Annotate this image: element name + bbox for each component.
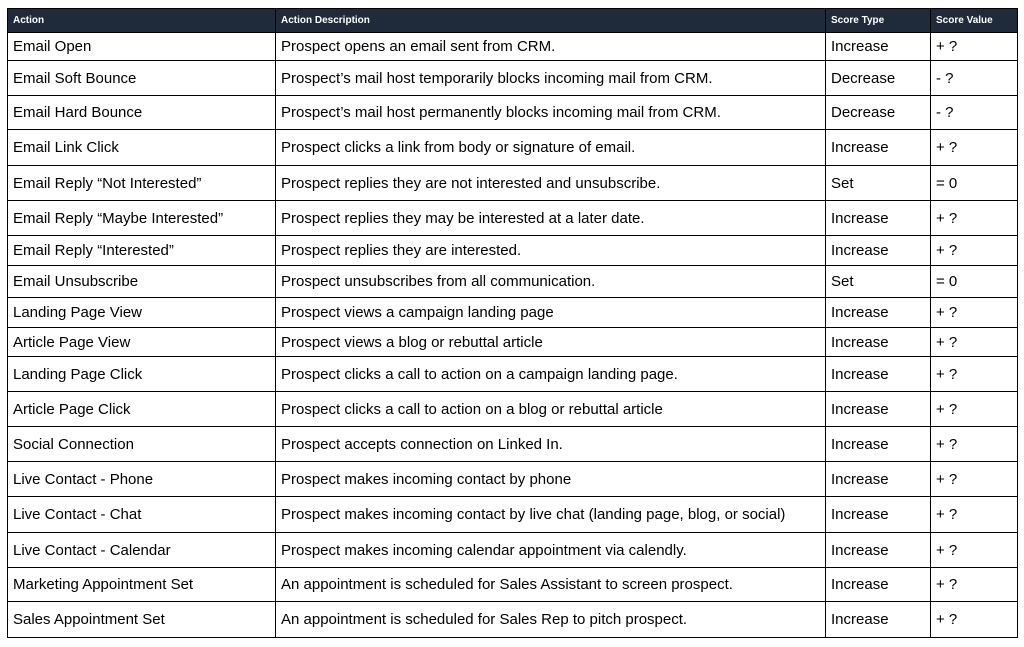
cell-score-type: Set <box>826 266 931 298</box>
table-header-row <box>8 9 1018 33</box>
cell-action: Email Unsubscribe <box>8 266 276 298</box>
cell-action: Article Page View <box>8 328 276 357</box>
cell-score-value: + ? <box>931 201 1018 236</box>
cell-action: Email Soft Bounce <box>8 61 276 96</box>
cell-description: Prospect clicks a link from body or signature of email. <box>276 130 826 166</box>
cell-score-value: + ? <box>931 328 1018 357</box>
cell-score-value: = 0 <box>931 266 1018 298</box>
cell-description: Prospect’s mail host temporarily blocks incoming mail from CRM. <box>276 61 826 96</box>
cell-description: An appointment is scheduled for Sales Assistant to screen prospect. <box>276 568 826 602</box>
cell-score-value: = 0 <box>931 166 1018 201</box>
cell-score-value: + ? <box>931 462 1018 497</box>
cell-score-type: Decrease <box>826 61 931 96</box>
cell-score-type: Increase <box>826 236 931 266</box>
cell-description: Prospect views a blog or rebuttal article <box>276 328 826 357</box>
table-row <box>8 357 1018 392</box>
cell-action: Landing Page View <box>8 298 276 328</box>
cell-score-type: Increase <box>826 462 931 497</box>
cell-description: Prospect opens an email sent from CRM. <box>276 33 826 61</box>
header-score-type: Score Type <box>826 9 931 33</box>
cell-score-type: Increase <box>826 357 931 392</box>
cell-description: An appointment is scheduled for Sales Rep to pitch prospect. <box>276 602 826 638</box>
table-row <box>8 328 1018 357</box>
cell-description: Prospect’s mail host permanently blocks incoming mail from CRM. <box>276 96 826 130</box>
cell-action: Social Connection <box>8 427 276 462</box>
table-row <box>8 130 1018 166</box>
cell-score-type: Decrease <box>826 96 931 130</box>
cell-action: Marketing Appointment Set <box>8 568 276 602</box>
header-action-description: Action Description <box>276 9 826 33</box>
table-row <box>8 201 1018 236</box>
cell-score-value: + ? <box>931 130 1018 166</box>
cell-action: Landing Page Click <box>8 357 276 392</box>
cell-score-value: + ? <box>931 497 1018 533</box>
cell-score-type: Increase <box>826 33 931 61</box>
cell-score-value: + ? <box>931 392 1018 427</box>
cell-score-value: + ? <box>931 568 1018 602</box>
cell-description: Prospect makes incoming calendar appointment via calendly. <box>276 533 826 568</box>
table-row <box>8 427 1018 462</box>
scoring-table-container <box>7 8 1018 638</box>
cell-score-type: Increase <box>826 201 931 236</box>
header-action: Action <box>8 9 276 33</box>
cell-score-type: Increase <box>826 130 931 166</box>
cell-score-type: Increase <box>826 298 931 328</box>
cell-action: Email Reply “Not Interested” <box>8 166 276 201</box>
table-row <box>8 61 1018 96</box>
cell-score-value: + ? <box>931 602 1018 638</box>
cell-description: Prospect clicks a call to action on a blog or rebuttal article <box>276 392 826 427</box>
table-row <box>8 298 1018 328</box>
cell-score-value: + ? <box>931 533 1018 568</box>
cell-score-value: - ? <box>931 61 1018 96</box>
cell-description: Prospect clicks a call to action on a campaign landing page. <box>276 357 826 392</box>
cell-description: Prospect replies they are not interested and unsubscribe. <box>276 166 826 201</box>
cell-description: Prospect accepts connection on Linked In. <box>276 427 826 462</box>
table-row <box>8 33 1018 61</box>
lead-scoring-table <box>7 8 1018 638</box>
cell-description: Prospect replies they may be interested at a later date. <box>276 201 826 236</box>
table-row <box>8 533 1018 568</box>
cell-action: Live Contact - Calendar <box>8 533 276 568</box>
cell-action: Sales Appointment Set <box>8 602 276 638</box>
cell-score-value: + ? <box>931 427 1018 462</box>
cell-score-type: Increase <box>826 602 931 638</box>
cell-description: Prospect replies they are interested. <box>276 236 826 266</box>
cell-score-type: Increase <box>826 328 931 357</box>
cell-score-value: + ? <box>931 357 1018 392</box>
cell-action: Email Link Click <box>8 130 276 166</box>
cell-score-type: Set <box>826 166 931 201</box>
cell-score-value: + ? <box>931 236 1018 266</box>
cell-action: Live Contact - Phone <box>8 462 276 497</box>
header-score-value: Score Value <box>931 9 1018 33</box>
table-row <box>8 497 1018 533</box>
cell-description: Prospect makes incoming contact by live chat (landing page, blog, or social) <box>276 497 826 533</box>
cell-action: Email Open <box>8 33 276 61</box>
cell-description: Prospect unsubscribes from all communication. <box>276 266 826 298</box>
table-body <box>8 33 1018 638</box>
cell-description: Prospect views a campaign landing page <box>276 298 826 328</box>
cell-action: Email Hard Bounce <box>8 96 276 130</box>
cell-score-type: Increase <box>826 497 931 533</box>
table-row <box>8 236 1018 266</box>
cell-score-type: Increase <box>826 568 931 602</box>
table-row <box>8 462 1018 497</box>
table-row <box>8 392 1018 427</box>
cell-score-type: Increase <box>826 427 931 462</box>
table-row <box>8 602 1018 638</box>
cell-score-value: + ? <box>931 298 1018 328</box>
cell-action: Live Contact - Chat <box>8 497 276 533</box>
cell-score-type: Increase <box>826 392 931 427</box>
table-row <box>8 568 1018 602</box>
cell-action: Email Reply “Maybe Interested” <box>8 201 276 236</box>
cell-description: Prospect makes incoming contact by phone <box>276 462 826 497</box>
cell-action: Email Reply “Interested” <box>8 236 276 266</box>
table-row <box>8 96 1018 130</box>
cell-action: Article Page Click <box>8 392 276 427</box>
table-row <box>8 166 1018 201</box>
cell-score-value: + ? <box>931 33 1018 61</box>
cell-score-type: Increase <box>826 533 931 568</box>
table-row <box>8 266 1018 298</box>
cell-score-value: - ? <box>931 96 1018 130</box>
